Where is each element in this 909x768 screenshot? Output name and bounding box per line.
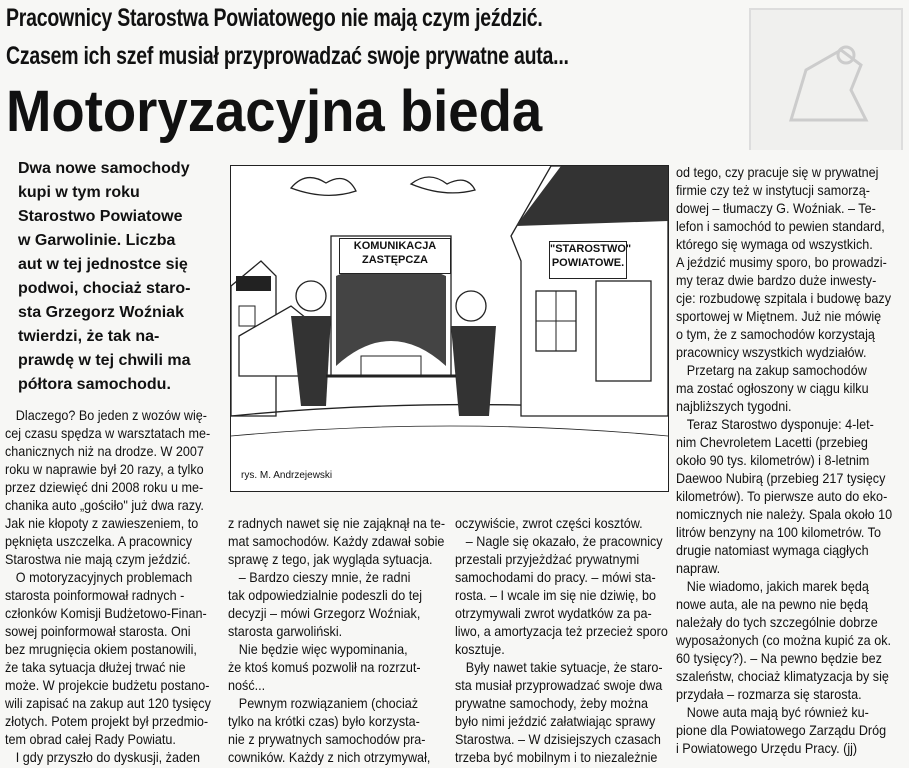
text-line: prywatne samochody, żeby można (455, 695, 649, 711)
lead-line: twierdzi, że tak na- (18, 328, 160, 345)
text-line: przez dziewięć dni 2008 roku u me- (5, 479, 204, 495)
text-line: wili zapisać na zakup aut 120 tysięcy (5, 695, 211, 711)
sign-line: "STAROSTWO" (550, 243, 632, 255)
text-line: drugie natomiast wymaga ciągłych (676, 542, 869, 558)
text-line: litrów benzyny na 100 kilometrów. To (676, 524, 881, 540)
text-line: wyposażonych (co można kupić za ok. (676, 632, 892, 648)
text-line: sta musiał przyprowadzać swoje dwa (455, 677, 663, 693)
text-line: tylko na krótki czas) było korzysta- (228, 713, 420, 729)
text-line: nowe auta, ale na pewno nie będą (676, 596, 868, 612)
text-line: nim Chevroletem Lacetti (przebieg (676, 434, 868, 450)
text-line: decyzji – mówi Grzegorz Woźniak, (228, 605, 421, 621)
lead-line: podwoi, chociaż staro- (18, 280, 191, 297)
text-line: nie z prywatnych samochodów pra- (228, 731, 426, 747)
text-line: o tym, że z samochodów korzystają (676, 326, 875, 342)
text-line: starosta poinformował radnych - (5, 587, 185, 603)
text-line: Teraz Starostwo dysponuje: 4-let- (686, 416, 874, 432)
text-line: może. W projekcie budżetu postano- (5, 677, 210, 693)
text-line: kosztuje. (455, 641, 505, 657)
text-line: pracownicy wszystkich wydziałów. (676, 344, 867, 360)
text-line: Przetarg na zakup samochodów (686, 362, 867, 378)
text-line: że taka sytuacja dłużej trwać nie (5, 659, 186, 675)
text-line: kilometrów). To pierwsze auto do eko- (676, 488, 888, 504)
lead-line: kupi w tym roku (18, 184, 140, 201)
text-line: sowej poinformował starosta. Oni (5, 623, 191, 639)
text-line: około 90 tys. kilometrów) i 8-letnim (676, 452, 870, 468)
text-line: Były nawet takie sytuacje, że staro- (465, 659, 663, 675)
text-line: chanicznych niż na drodze. W 2007 (5, 443, 204, 459)
text-line: Jak nie kłopoty z zawieszeniem, to (5, 515, 199, 531)
kicker-line-1: Pracownicy Starostwa Powiatowego nie mają czym jeździć. (6, 4, 543, 32)
kicker-line-2: Czasem ich szef musiał przyprowadzać swoje prywatne auta... (6, 42, 569, 70)
text-line: Daewoo Nubirą (przebieg 217 tysięcy (676, 470, 886, 486)
text-line: Nie wiadomo, jakich marek będą (686, 578, 869, 594)
cartoon-illustration (230, 165, 669, 492)
text-line: ność... (228, 677, 266, 693)
lead-line: półtora samochodu. (18, 376, 171, 393)
sign-starostwo (549, 241, 632, 279)
text-line: chanika auto „gościło" już dwa razy. (5, 497, 204, 513)
text-line: członków Komisji Budżetowo-Finan- (5, 605, 207, 621)
text-line: I gdy przyszło do dyskusji, żaden (15, 749, 200, 765)
lead-line: Starostwo Powiatowe (18, 208, 183, 225)
text-line: samochodami do pracy. – mówi sta- (455, 569, 656, 585)
text-line: Dlaczego? Bo jeden z wozów wię- (15, 407, 208, 423)
lead-line: prawdę w tej chwili ma (18, 352, 191, 369)
background-bleed-through (610, 0, 909, 150)
crest-emblem (749, 8, 903, 150)
text-line: Nowe auta mają być również ku- (686, 704, 869, 720)
text-line: złotych. Potem projekt był przedmio- (5, 713, 209, 729)
lead-line: aut w tej jednostce się (18, 256, 188, 273)
text-line: – Bardzo cieszy mnie, że radni (238, 569, 411, 585)
text-line: – Nagle się okazało, że pracownicy (465, 533, 663, 549)
text-line: oczywiście, zwrot części kosztów. (455, 515, 643, 531)
text-line: którego się wymaga od wszystkich. (676, 236, 873, 252)
text-line: otrzymywali zwrot wydatków za pa- (455, 605, 652, 621)
text-line: sportowej w Miętnem. Już nie mówię (676, 308, 882, 324)
text-line: należały do tych szczególnie dobrze (676, 614, 878, 630)
text-line: Pewnym rozwiązaniem (chociaż (238, 695, 419, 711)
text-line: od tego, czy pracuje się w prywatnej (676, 164, 879, 180)
text-line: Starostwa. – W dzisiejszych czasach (455, 731, 661, 747)
sign-line: POWIATOWE. (551, 257, 625, 269)
headline: Motoryzacyjna bieda (6, 79, 543, 144)
text-line: ma zostać ogłoszony w ciągu kilku (676, 380, 869, 396)
text-line: bez mrugnięcia okiem postanowili, (5, 641, 197, 657)
article-column-3 (455, 514, 668, 766)
sign-line: KOMUNIKACJA (353, 240, 437, 252)
text-line: mat samochodów. Każdy zdawał sobie (228, 533, 445, 549)
article-column-4 (676, 163, 906, 757)
text-line: my teraz dwie bardzo duże inwesty- (676, 272, 877, 288)
text-line: napraw. (676, 560, 721, 576)
sign-komunikacja (339, 238, 451, 274)
text-line: najbliższych tygodni. (676, 398, 792, 414)
text-line: i Powiatowego Urzędu Pracy. (jj) (676, 740, 858, 756)
text-line: że ktoś komuś pozwolił na rozrzut- (228, 659, 421, 675)
text-line: starosta garwoliński. (228, 623, 343, 639)
sign-line: ZASTĘPCZA (362, 254, 428, 266)
text-line: nomicznych nie należy. Spala około 10 (676, 506, 893, 522)
text-line: przestali przyjeżdżać prywatnymi (455, 551, 640, 567)
text-line: pęknięta uszczelka. A pracownicy (5, 533, 193, 549)
text-line: szaleństw, chociaż klimatyzacja by się (676, 668, 889, 684)
lead-line: sta Grzegorz Woźniak (18, 304, 184, 321)
lead-line: Dwa nowe samochody (18, 160, 190, 177)
text-line: cje: rozbudowę szpitala i budowę bazy (676, 290, 892, 306)
text-line: cowników. Każdy z nich otrzymywał, (228, 749, 431, 765)
lead-line: w Garwolinie. Liczba (18, 232, 176, 249)
text-line: sprawę z tego, jak wygląda sytuacja. (228, 551, 433, 567)
text-line: 60 tysięcy?). – Na pewno będzie bez (676, 650, 882, 666)
article-column-2 (228, 514, 446, 766)
text-line: pione dla Powiatowego Zarządu Dróg (676, 722, 887, 738)
text-line: dowej – tłumaczy G. Woźniak. – Te- (676, 200, 876, 216)
cartoon-drawing (231, 166, 668, 491)
text-line: z radnych nawet się nie zająknął na te- (228, 515, 446, 531)
text-line: firmie czy też w instytucji samorzą- (676, 182, 870, 198)
article-column-1 (5, 406, 212, 766)
text-line: tak odpowiedzialnie podeszli do tej (228, 587, 423, 603)
text-line: było nimi jeździć załatwiając sprawy (455, 713, 656, 729)
illustration-credit: rys. M. Andrzejewski (241, 470, 333, 481)
text-line: lefon i samochód to pewien standard, (676, 218, 885, 234)
text-line: rosta. – I wcale im się nie dziwię, bo (455, 587, 656, 603)
text-line: tem obrad całej Rady Powiatu. (5, 731, 176, 747)
text-line: roku w naprawie był 20 razy, a tylko (5, 461, 204, 477)
text-line: cej czasu spędza w warsztatach me- (5, 425, 211, 441)
text-line: przydała – rozmarza się starosta. (676, 686, 862, 702)
text-line: A jeździć musimy sporo, bo prowadzi- (676, 254, 887, 270)
lead-paragraph (18, 157, 214, 397)
text-line: Starostwa nie mają czym jeździć. (5, 551, 191, 567)
text-line: liwo, a amortyzacja też przecież sporo (455, 623, 668, 639)
text-line: Nie będzie więc wypominania, (238, 641, 408, 657)
text-line: O motoryzacyjnych problemach (15, 569, 193, 585)
text-line: trzeba być mobilnym i to niezależnie (455, 749, 658, 765)
